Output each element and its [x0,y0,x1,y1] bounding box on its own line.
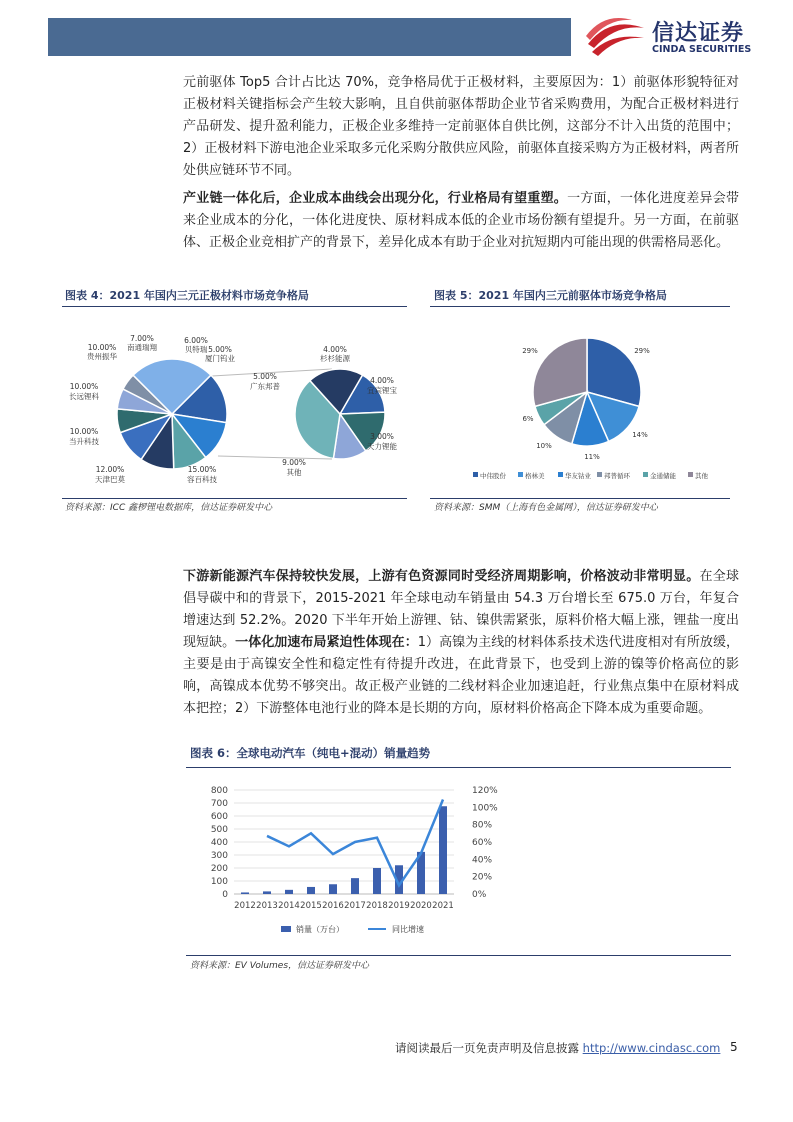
fig6-legend-swatch-bar [281,926,291,932]
fig6-xtick: 2014 [278,901,300,911]
fig6-title: 图表 6：全球电动汽车（纯电+混动）销量趋势 [190,746,431,760]
fig5-legend-label: 中伟股份 [480,472,506,480]
fig5-label-pct: 11% [584,453,600,461]
fig5-legend-label: 金通储能 [650,472,676,480]
fig6-ytick-right: 120% [472,786,498,796]
fig4-label-pct: 5.00% [253,372,277,381]
fig4-label-name: 其他 [286,468,302,477]
fig4-title: 图表 4：2021 年国内三元正极材料市场竞争格局 [65,289,309,302]
fig6-legend-label: 销量（万台） [296,925,344,934]
fig4-label-pct: 10.00% [69,382,99,391]
fig6-bar [351,878,359,894]
fig5-label-pct: 14% [632,431,648,439]
fig6-ytick-left: 700 [210,799,228,809]
fig6-xtick: 2020 [410,901,432,911]
fig5-top-rule [430,306,730,307]
fig4-bottom-rule [62,498,407,499]
logo-cn-text: 信达证券 [652,21,745,46]
fig6-ytick-left: 600 [210,812,228,822]
fig5-bottom-rule [430,498,730,499]
page-number: 5 [730,1040,738,1054]
fig6-legend-label: 同比增速 [392,925,424,934]
fig4-label-name: 宜宾锂宝 [367,386,397,395]
fig5-label-pct: 6% [522,415,534,423]
fig6-xtick: 2015 [300,901,322,911]
fig6-ytick-left: 300 [210,851,228,861]
fig5-legend-swatch [688,472,693,477]
fig4-label-pct: 3.00% [370,432,394,441]
fig6-xtick: 2018 [366,901,388,911]
fig4-label-pct: 10.00% [69,427,99,436]
fig5-legend-label: 华友钴业 [565,472,591,480]
fig6-ytick-left: 400 [210,838,228,848]
fig5-legend-swatch [643,472,648,477]
fig6-ytick-right: 40% [472,855,493,866]
fig4-label-pct: 5.00% [208,345,232,354]
fig5-legend-swatch [518,472,523,477]
fig6-top-rule [186,767,731,768]
cinda-logo [582,14,772,60]
fig5-title: 图表 5：2021 年国内三元前驱体市场竞争格局 [434,289,667,302]
fig5-legend-label: 其他 [695,472,708,480]
fig4-label-name: 天津巴莫 [95,475,125,484]
fig6-bar [307,887,315,894]
fig6-ytick-left: 100 [210,877,228,887]
fig4-label-name: 杉杉能源 [320,354,350,363]
fig5-source: 资料来源：SMM（上海有色金属网），信达证券研发中心 [434,503,658,513]
fig6-bar [285,890,293,894]
fig5-legend-swatch [473,472,478,477]
header-bar [48,18,571,56]
footer-disclaimer [395,1040,720,1056]
fig4-label-pct: 15.00% [187,465,217,474]
fig6-bar [241,892,249,894]
fig6-chart [186,776,536,952]
fig4-label-pct: 10.00% [87,343,117,352]
fig5-label-pct: 29% [522,347,538,355]
fig6-ytick-right: 80% [472,820,493,831]
paragraph-2-lead: 产业链一体化后，企业成本曲线会出现分化，行业格局有望重塑。 [183,191,568,206]
paragraph-3-body-a: 在全球倡导碳中和的背景下，2015-2021 年全球电动车销量由 54.3 万台增长至 675.0 万台，年复合增速达到 52.2%。2020 下半年开始上游锂、钴、镍供需紧张，原料价格大幅上涨，锂盐一度出现短缺。 [183,569,739,650]
fig6-bottom-rule [186,955,731,956]
fig6-xtick: 2019 [388,901,410,911]
fig4-label-pct: 4.00% [323,345,347,354]
fig6-ytick-right: 20% [472,872,493,883]
fig4-label-name: 容百科技 [187,475,217,484]
fig6-ytick-right: 0% [472,890,487,900]
paragraph-3-lead: 下游新能源汽车保持较快发展，上游有色资源同时受经济周期影响，价格波动非常明显。 [183,569,700,584]
paragraph-2-body: 一方面，一体化进度差异会带来企业成本的分化，一体化进度快、原材料成本低的企业市场份额有望提升。另一方面，在前驱体、正极企业竞相扩产的背景下，差异化成本有助于企业对抗短期内可能出现的供需格局恶化。 [183,191,739,250]
fig4-label-name: 长远锂科 [69,392,99,401]
footer-link[interactable]: http://www.cindasc.com [582,1041,721,1055]
fig6-ytick-left: 200 [210,864,228,874]
paragraph-2 [183,188,739,254]
fig4-label-name: 广东邦普 [250,382,280,391]
paragraph-3 [183,566,739,720]
fig4-label-pct: 9.00% [282,458,306,467]
fig6-ytick-right: 100% [472,803,498,814]
fig4-label-pct: 6.00% [184,336,208,345]
fig6-ytick-left: 800 [210,786,228,796]
fig4-label-name: 当升科技 [69,437,99,446]
fig4-label-pct: 12.00% [95,465,125,474]
fig5-legend-label: 格林美 [525,472,545,480]
fig4-label-name: 南通瑞翔 [127,343,157,352]
fig4-label-pct: 7.00% [130,334,154,343]
fig6-ytick-left: 0 [222,890,228,900]
fig4-label-pct: 4.00% [370,376,394,385]
fig4-connector-bottom [218,456,332,459]
footer-text: 请阅读最后一页免责声明及信息披露 [395,1041,579,1055]
fig5-chart [430,312,730,498]
fig4-label-name: 厦门钨业 [205,354,235,363]
fig6-xtick: 2017 [344,901,366,911]
logo-en-text: CINDA SECURITIES [652,44,752,55]
paragraph-1: 元前驱体 Top5 合计占比达 70%，竞争格局优于正极材料，主要原因为：1）前驱体形貌特征对正极材料关键指标会产生较大影响，且自供前驱体帮助企业节省采购费用，为配合正极材料进行产品研发、提升盈利能力，正极企业多维持一定前驱体自供比例，这部分不计入出货的范围中；2）正极材料下游电池企业采取多元化采购分散供应风险，前驱体直接采购方为正极材料，两者所处供应链环节不同。 [183,75,739,178]
fig4-chart [62,312,407,498]
fig6-xtick: 2013 [256,901,278,911]
fig4-top-rule [62,306,407,307]
fig6-bar [329,884,337,894]
fig6-xtick: 2012 [234,901,256,911]
paragraph-3-body-b: 1）高镍为主线的材料体系技术迭代进度相对有所放缓，主要是由于高镍安全性和稳定性有待提升改进，在此背景下，也受到上游的镍等价格高位的影响，高镍成本优势不够突出。故正极产业链的二线材料企业加速追赶，行业焦点集中在原材料成本把控；2）下游整体电池行业的降本是长期的方向，原材料价格高企下降本成为重要命题。 [183,635,739,716]
fig6-bar [263,891,271,894]
fig6-source: 资料来源：EV Volumes，信达证券研发中心 [190,961,370,971]
fig6-bar [439,806,447,894]
fig6-ytick-left: 500 [210,825,228,835]
fig4-source: 资料来源：ICC 鑫椤锂电数据库，信达证券研发中心 [65,503,273,513]
paragraph-3-lead-2: 一体化加速布局紧迫性体现在： [235,635,418,650]
fig5-label-pct: 29% [634,347,650,355]
fig5-label-pct: 10% [536,442,552,450]
fig4-label-name: 贝特瑞 [184,345,208,354]
fig5-legend-label: 邦普循环 [604,472,630,480]
fig6-ytick-right: 60% [472,838,493,848]
fig6-bar [373,868,381,894]
fig6-xtick: 2016 [322,901,344,911]
fig5-legend-swatch [597,472,602,477]
fig4-label-name: 贵州振华 [87,352,117,361]
fig6-xtick: 2021 [432,901,454,911]
fig4-label-name: 天力锂能 [367,442,397,451]
cinda-logo-icon [582,14,648,60]
fig5-legend-swatch [558,472,563,477]
